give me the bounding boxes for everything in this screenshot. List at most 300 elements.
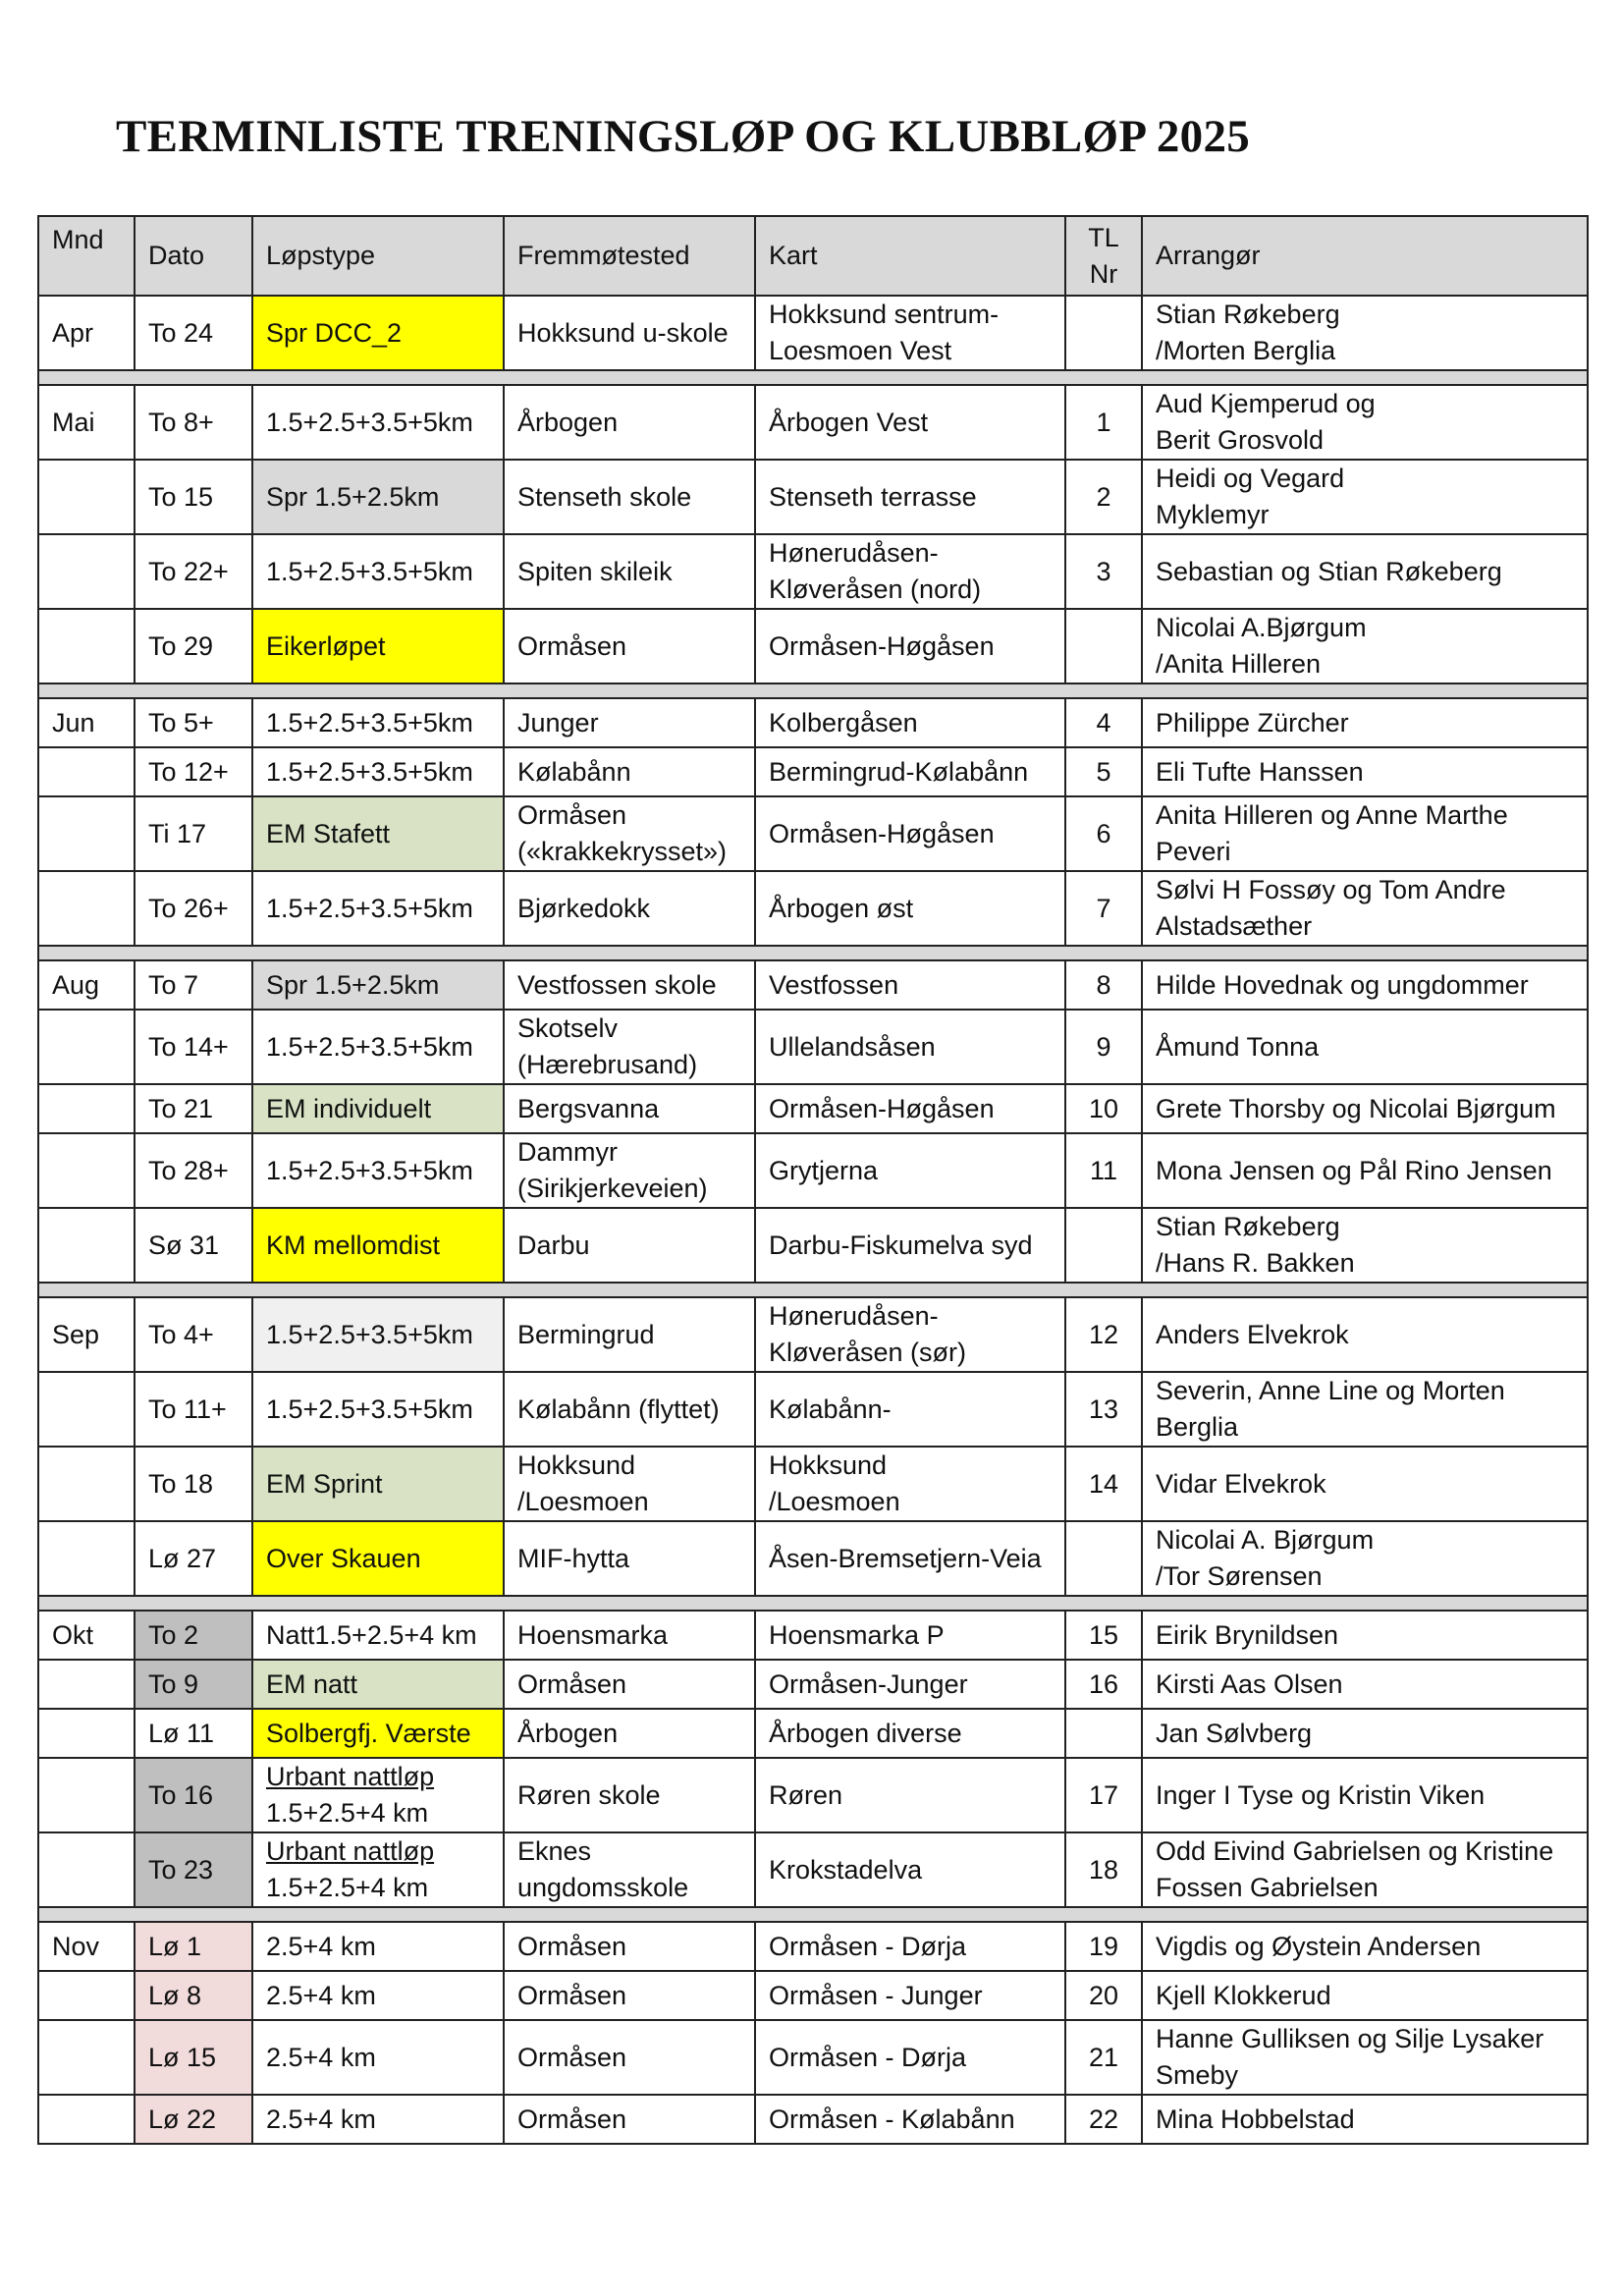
- month-cell: [38, 871, 135, 946]
- map-cell: [755, 1709, 1065, 1758]
- arr-line: Smeby: [1156, 2060, 1239, 2090]
- map-cell: [755, 296, 1065, 370]
- table-row: [38, 1297, 1588, 1372]
- arr-line: Alstadsæther: [1156, 911, 1313, 941]
- tl-nr-cell: 6: [1065, 796, 1142, 871]
- organizer-cell: [1142, 385, 1588, 460]
- meeting-place-cell: [504, 1208, 755, 1283]
- meeting-place-cell: [504, 1758, 755, 1832]
- organizer-cell: [1142, 796, 1588, 871]
- header-tl: TL: [1088, 222, 1119, 252]
- map-cell: [755, 1832, 1065, 1907]
- type-line: Urbant nattløp: [266, 1762, 435, 1791]
- arr-line: Mona Jensen og Pål Rino Jensen: [1156, 1155, 1552, 1185]
- date-cell: Lø 15: [135, 2020, 252, 2095]
- date-cell: To 5+: [135, 698, 252, 747]
- tl-nr-cell: 1: [1065, 385, 1142, 460]
- type-line: 1.5+2.5+3.5+5km: [266, 1394, 473, 1424]
- meeting-place-cell: [504, 385, 755, 460]
- month-cell: [38, 1133, 135, 1208]
- type-line: EM natt: [266, 1668, 358, 1699]
- map-cell: [755, 534, 1065, 609]
- date-cell: To 12+: [135, 747, 252, 796]
- sted-line: /Loesmoen: [517, 1487, 649, 1516]
- map-cell: [755, 1010, 1065, 1084]
- arr-line: Berit Grosvold: [1156, 425, 1325, 455]
- tl-nr-cell: 5: [1065, 747, 1142, 796]
- table-row: [38, 1133, 1588, 1208]
- arr-line: Grete Thorsby og Nicolai Bjørgum: [1156, 1093, 1556, 1123]
- kart-line: Darbu-Fiskumelva syd: [769, 1230, 1033, 1260]
- kart-line: Ormåsen - Dørja: [769, 2042, 967, 2072]
- month-cell: [38, 460, 135, 534]
- meeting-place-cell: [504, 2095, 755, 2144]
- type-line: EM individuelt: [266, 1093, 432, 1123]
- meeting-place-cell: [504, 796, 755, 871]
- kart-line: Vestfossen: [769, 969, 899, 1000]
- arr-line: Peveri: [1156, 837, 1231, 866]
- table-row: [38, 796, 1588, 871]
- organizer-cell: [1142, 1084, 1588, 1133]
- meeting-place-cell: [504, 1971, 755, 2020]
- organizer-cell: [1142, 534, 1588, 609]
- race-type-cell: [252, 871, 504, 946]
- month-separator-cell: [38, 1907, 1588, 1922]
- month-cell: [38, 1971, 135, 2020]
- date-cell: Ti 17: [135, 796, 252, 871]
- header-dato: Dato: [135, 216, 252, 296]
- map-cell: [755, 796, 1065, 871]
- sted-line: Hokksund u-skole: [517, 317, 729, 348]
- tl-nr-cell: [1065, 296, 1142, 370]
- race-type-cell: [252, 534, 504, 609]
- race-type-cell: [252, 1971, 504, 2020]
- kart-line: Hokksund sentrum-: [769, 300, 1000, 329]
- meeting-place-cell: [504, 747, 755, 796]
- tl-nr-cell: 15: [1065, 1611, 1142, 1660]
- race-type-cell: [252, 460, 504, 534]
- sted-line: Ormåsen: [517, 1668, 627, 1699]
- race-type-cell: [252, 1660, 504, 1709]
- type-line: 1.5+2.5+3.5+5km: [266, 756, 473, 787]
- sted-line: Ormåsen: [517, 2042, 627, 2072]
- arr-line: Anita Hilleren og Anne Marthe: [1156, 800, 1508, 830]
- kart-line: Bermingrud-Kølabånn: [769, 756, 1029, 787]
- arr-line: Jan Sølvberg: [1156, 1718, 1313, 1748]
- tl-nr-cell: 9: [1065, 1010, 1142, 1084]
- type-line: Spr 1.5+2.5km: [266, 481, 440, 512]
- month-separator-cell: [38, 1596, 1588, 1611]
- type-line: KM mellomdist: [266, 1230, 441, 1260]
- kart-line: Åsen-Bremsetjern-Veia: [769, 1543, 1042, 1573]
- sted-line: Dammyr: [517, 1137, 618, 1167]
- arr-line: Odd Eivind Gabrielsen og Kristine: [1156, 1836, 1554, 1866]
- map-cell: [755, 1521, 1065, 1596]
- month-cell: [38, 1832, 135, 1907]
- date-cell: To 14+: [135, 1010, 252, 1084]
- organizer-cell: [1142, 296, 1588, 370]
- table-row: [38, 1660, 1588, 1709]
- kart-line: Kølabånn-: [769, 1394, 892, 1424]
- meeting-place-cell: [504, 1372, 755, 1447]
- organizer-cell: [1142, 1133, 1588, 1208]
- race-type-cell: [252, 2020, 504, 2095]
- arr-line: Mina Hobbelstad: [1156, 2104, 1355, 2134]
- organizer-cell: [1142, 1521, 1588, 1596]
- header-mnd: Mnd: [38, 216, 135, 296]
- organizer-cell: [1142, 1922, 1588, 1971]
- arr-line: /Morten Berglia: [1156, 336, 1336, 365]
- month-cell: [38, 609, 135, 683]
- tl-nr-cell: [1065, 1208, 1142, 1283]
- organizer-cell: [1142, 1971, 1588, 2020]
- type-line: Spr 1.5+2.5km: [266, 969, 440, 1000]
- date-cell: Lø 27: [135, 1521, 252, 1596]
- race-type-cell: [252, 1832, 504, 1907]
- kart-line: Loesmoen Vest: [769, 336, 952, 365]
- header-kart: Kart: [755, 216, 1065, 296]
- kart-line: Ormåsen-Junger: [769, 1668, 968, 1699]
- date-cell: To 9: [135, 1660, 252, 1709]
- table-row: [38, 2020, 1588, 2095]
- table-row: [38, 609, 1588, 683]
- tl-nr-cell: [1065, 1709, 1142, 1758]
- map-cell: [755, 2095, 1065, 2144]
- date-cell: To 29: [135, 609, 252, 683]
- arr-line: Nicolai A.Bjørgum: [1156, 613, 1367, 642]
- race-type-cell: [252, 1084, 504, 1133]
- tl-nr-cell: 18: [1065, 1832, 1142, 1907]
- sted-line: MIF-hytta: [517, 1543, 630, 1573]
- organizer-cell: [1142, 1297, 1588, 1372]
- header-tl-nr: [1065, 216, 1142, 296]
- tl-nr-cell: [1065, 609, 1142, 683]
- arr-line: Hanne Gulliksen og Silje Lysaker: [1156, 2024, 1544, 2053]
- meeting-place-cell: [504, 1660, 755, 1709]
- sted-line: Eknes: [517, 1836, 592, 1866]
- header-nr: Nr: [1089, 258, 1118, 289]
- map-cell: [755, 2020, 1065, 2095]
- table-row: [38, 1922, 1588, 1971]
- sted-line: Spiten skileik: [517, 556, 673, 586]
- header-lopstype: Løpstype: [252, 216, 504, 296]
- kart-line: Kløveråsen (sør): [769, 1338, 967, 1367]
- sted-line: (Sirikjerkeveien): [517, 1174, 708, 1203]
- race-type-cell: [252, 1208, 504, 1283]
- type-line: Urbant nattløp: [266, 1836, 435, 1866]
- schedule-body: [38, 296, 1588, 2144]
- meeting-place-cell: [504, 1709, 755, 1758]
- meeting-place-cell: [504, 1084, 755, 1133]
- arr-line: Anders Elvekrok: [1156, 1319, 1349, 1349]
- table-row: [38, 460, 1588, 534]
- table-row: [38, 1611, 1588, 1660]
- meeting-place-cell: [504, 871, 755, 946]
- organizer-cell: [1142, 460, 1588, 534]
- meeting-place-cell: [504, 698, 755, 747]
- race-type-cell: [252, 796, 504, 871]
- arr-line: Sølvi H Fossøy og Tom Andre: [1156, 875, 1506, 904]
- type-line: 2.5+4 km: [266, 1931, 376, 1961]
- sted-line: Årbogen: [517, 407, 619, 437]
- month-cell: [38, 534, 135, 609]
- kart-line: Årbogen diverse: [769, 1718, 962, 1748]
- month-separator: [38, 683, 1588, 698]
- kart-line: Hoensmarka P: [769, 1619, 945, 1650]
- kart-line: Ormåsen-Høgåsen: [769, 818, 995, 848]
- meeting-place-cell: [504, 1133, 755, 1208]
- organizer-cell: [1142, 1758, 1588, 1832]
- date-cell: To 26+: [135, 871, 252, 946]
- table-row: [38, 698, 1588, 747]
- meeting-place-cell: [504, 960, 755, 1010]
- arr-line: Hilde Hovednak og ungdommer: [1156, 969, 1529, 1000]
- arr-line: Heidi og Vegard: [1156, 464, 1345, 493]
- kart-line: /Loesmoen: [769, 1487, 900, 1516]
- month-separator: [38, 370, 1588, 385]
- month-separator: [38, 1907, 1588, 1922]
- arr-line: Stian Røkeberg: [1156, 1212, 1340, 1241]
- sted-line: Ormåsen: [517, 1980, 627, 2010]
- type-line: 1.5+2.5+3.5+5km: [266, 1319, 473, 1349]
- table-row: [38, 1832, 1588, 1907]
- race-type-cell: [252, 1010, 504, 1084]
- type-line: EM Sprint: [266, 1468, 383, 1499]
- race-type-cell: [252, 1611, 504, 1660]
- date-cell: To 21: [135, 1084, 252, 1133]
- race-type-cell: [252, 1709, 504, 1758]
- table-row: [38, 534, 1588, 609]
- arr-line: Eli Tufte Hanssen: [1156, 756, 1364, 787]
- month-cell: [38, 1372, 135, 1447]
- tl-nr-cell: 3: [1065, 534, 1142, 609]
- tl-nr-cell: 17: [1065, 1758, 1142, 1832]
- month-separator: [38, 1283, 1588, 1297]
- meeting-place-cell: [504, 1611, 755, 1660]
- tl-nr-cell: 19: [1065, 1922, 1142, 1971]
- tl-nr-cell: 7: [1065, 871, 1142, 946]
- date-cell: To 23: [135, 1832, 252, 1907]
- type-line: Eikerløpet: [266, 630, 386, 661]
- race-type-cell: [252, 960, 504, 1010]
- date-cell: To 16: [135, 1758, 252, 1832]
- month-separator-cell: [38, 683, 1588, 698]
- meeting-place-cell: [504, 609, 755, 683]
- month-cell: [38, 1010, 135, 1084]
- table-row: [38, 1372, 1588, 1447]
- map-cell: [755, 1297, 1065, 1372]
- arr-line: Fossen Gabrielsen: [1156, 1873, 1379, 1902]
- race-type-cell: [252, 296, 504, 370]
- organizer-cell: [1142, 1660, 1588, 1709]
- table-row: [38, 1709, 1588, 1758]
- sted-line: («krakkekrysset»): [517, 837, 728, 866]
- kart-line: Årbogen øst: [769, 893, 914, 923]
- type-line: 1.5+2.5+3.5+5km: [266, 707, 473, 738]
- map-cell: [755, 1133, 1065, 1208]
- meeting-place-cell: [504, 1922, 755, 1971]
- map-cell: [755, 1971, 1065, 2020]
- arr-line: /Hans R. Bakken: [1156, 1248, 1355, 1278]
- type-line: 1.5+2.5+3.5+5km: [266, 407, 473, 437]
- tl-nr-cell: 13: [1065, 1372, 1142, 1447]
- date-cell: Lø 22: [135, 2095, 252, 2144]
- type-line: Solbergfj. Værste: [266, 1718, 471, 1748]
- tl-nr-cell: 22: [1065, 2095, 1142, 2144]
- type-line: 1.5+2.5+4 km: [266, 1798, 429, 1828]
- arr-line: Stian Røkeberg: [1156, 300, 1340, 329]
- schedule-table: [37, 215, 1589, 2145]
- tl-nr-cell: [1065, 1521, 1142, 1596]
- race-type-cell: [252, 698, 504, 747]
- month-separator-cell: [38, 1283, 1588, 1297]
- type-line: 1.5+2.5+3.5+5km: [266, 893, 473, 923]
- organizer-cell: [1142, 1709, 1588, 1758]
- date-cell: To 4+: [135, 1297, 252, 1372]
- arr-line: Berglia: [1156, 1412, 1239, 1442]
- date-cell: To 15: [135, 460, 252, 534]
- table-row: [38, 871, 1588, 946]
- kart-line: Ormåsen - Kølabånn: [769, 2104, 1015, 2134]
- month-cell: Okt: [38, 1611, 135, 1660]
- race-type-cell: [252, 1758, 504, 1832]
- race-type-cell: [252, 385, 504, 460]
- table-row: [38, 1010, 1588, 1084]
- date-cell: Lø 1: [135, 1922, 252, 1971]
- kart-line: Ormåsen - Junger: [769, 1980, 983, 2010]
- table-row: [38, 385, 1588, 460]
- date-cell: Sø 31: [135, 1208, 252, 1283]
- tl-nr-cell: 12: [1065, 1297, 1142, 1372]
- date-cell: To 18: [135, 1447, 252, 1521]
- kart-line: Ormåsen - Dørja: [769, 1931, 967, 1961]
- sted-line: Bjørkedokk: [517, 893, 651, 923]
- date-cell: To 11+: [135, 1372, 252, 1447]
- race-type-cell: [252, 2095, 504, 2144]
- sted-line: Junger: [517, 707, 599, 738]
- tl-nr-cell: 8: [1065, 960, 1142, 1010]
- organizer-cell: [1142, 1447, 1588, 1521]
- arr-line: Inger I Tyse og Kristin Viken: [1156, 1779, 1486, 1810]
- arr-line: Kjell Klokkerud: [1156, 1980, 1331, 2010]
- tl-nr-cell: 10: [1065, 1084, 1142, 1133]
- race-type-cell: [252, 1372, 504, 1447]
- arr-line: Åmund Tonna: [1156, 1031, 1320, 1062]
- tl-nr-cell: 21: [1065, 2020, 1142, 2095]
- map-cell: [755, 385, 1065, 460]
- organizer-cell: [1142, 2020, 1588, 2095]
- month-cell: [38, 747, 135, 796]
- race-type-cell: [252, 1521, 504, 1596]
- date-cell: To 2: [135, 1611, 252, 1660]
- organizer-cell: [1142, 960, 1588, 1010]
- kart-line: Ullelandsåsen: [769, 1031, 936, 1062]
- map-cell: [755, 698, 1065, 747]
- arr-line: Vidar Elvekrok: [1156, 1468, 1326, 1499]
- table-row: [38, 960, 1588, 1010]
- month-cell: Apr: [38, 296, 135, 370]
- header-arrangor: Arrangør: [1142, 216, 1588, 296]
- month-separator-cell: [38, 370, 1588, 385]
- sted-line: Darbu: [517, 1230, 590, 1260]
- date-cell: To 8+: [135, 385, 252, 460]
- sted-line: Røren skole: [517, 1779, 661, 1810]
- month-cell: [38, 1208, 135, 1283]
- organizer-cell: [1142, 609, 1588, 683]
- type-line: 1.5+2.5+3.5+5km: [266, 1155, 473, 1185]
- map-cell: [755, 960, 1065, 1010]
- table-row: [38, 1447, 1588, 1521]
- kart-line: Ormåsen-Høgåsen: [769, 630, 995, 661]
- page-title: TERMINLISTE TRENINGSLØP OG KLUBBLØP 2025: [116, 111, 1251, 162]
- arr-line: Eirik Brynildsen: [1156, 1619, 1339, 1650]
- table-row: [38, 296, 1588, 370]
- sted-line: Stenseth skole: [517, 481, 692, 512]
- race-type-cell: [252, 1133, 504, 1208]
- type-line: 1.5+2.5+3.5+5km: [266, 556, 473, 586]
- sted-line: Skotselv: [517, 1013, 619, 1043]
- map-cell: [755, 460, 1065, 534]
- kart-line: Ormåsen-Høgåsen: [769, 1093, 995, 1123]
- table-row: [38, 2095, 1588, 2144]
- header-row: [38, 216, 1588, 296]
- type-line: Spr DCC_2: [266, 317, 403, 348]
- kart-line: Røren: [769, 1779, 843, 1810]
- meeting-place-cell: [504, 1832, 755, 1907]
- arr-line: Nicolai A. Bjørgum: [1156, 1525, 1375, 1555]
- race-type-cell: [252, 609, 504, 683]
- date-cell: Lø 11: [135, 1709, 252, 1758]
- meeting-place-cell: [504, 296, 755, 370]
- meeting-place-cell: [504, 1447, 755, 1521]
- date-cell: To 7: [135, 960, 252, 1010]
- month-cell: [38, 2095, 135, 2144]
- organizer-cell: [1142, 1832, 1588, 1907]
- race-type-cell: [252, 1297, 504, 1372]
- organizer-cell: [1142, 1208, 1588, 1283]
- map-cell: [755, 1372, 1065, 1447]
- organizer-cell: [1142, 2095, 1588, 2144]
- kart-line: Grytjerna: [769, 1155, 879, 1185]
- sted-line: Bermingrud: [517, 1319, 655, 1349]
- month-cell: [38, 796, 135, 871]
- arr-line: Severin, Anne Line og Morten: [1156, 1376, 1505, 1405]
- tl-nr-cell: 11: [1065, 1133, 1142, 1208]
- meeting-place-cell: [504, 460, 755, 534]
- map-cell: [755, 1084, 1065, 1133]
- tl-nr-cell: 20: [1065, 1971, 1142, 2020]
- kart-line: Hønerudåsen-: [769, 1301, 939, 1331]
- kart-line: Kolbergåsen: [769, 707, 918, 738]
- date-cell: To 22+: [135, 534, 252, 609]
- arr-line: Vigdis og Øystein Andersen: [1156, 1931, 1482, 1961]
- table-row: [38, 747, 1588, 796]
- table-row: [38, 1208, 1588, 1283]
- table-row: [38, 1084, 1588, 1133]
- type-line: 1.5+2.5+3.5+5km: [266, 1031, 473, 1062]
- table-row: [38, 1521, 1588, 1596]
- month-cell: [38, 1660, 135, 1709]
- map-cell: [755, 1922, 1065, 1971]
- meeting-place-cell: [504, 1521, 755, 1596]
- type-line: Natt1.5+2.5+4 km: [266, 1619, 477, 1650]
- month-cell: Aug: [38, 960, 135, 1010]
- kart-line: Kløveråsen (nord): [769, 574, 982, 604]
- organizer-cell: [1142, 1611, 1588, 1660]
- race-type-cell: [252, 1447, 504, 1521]
- meeting-place-cell: [504, 1010, 755, 1084]
- sted-line: Ormåsen: [517, 630, 627, 661]
